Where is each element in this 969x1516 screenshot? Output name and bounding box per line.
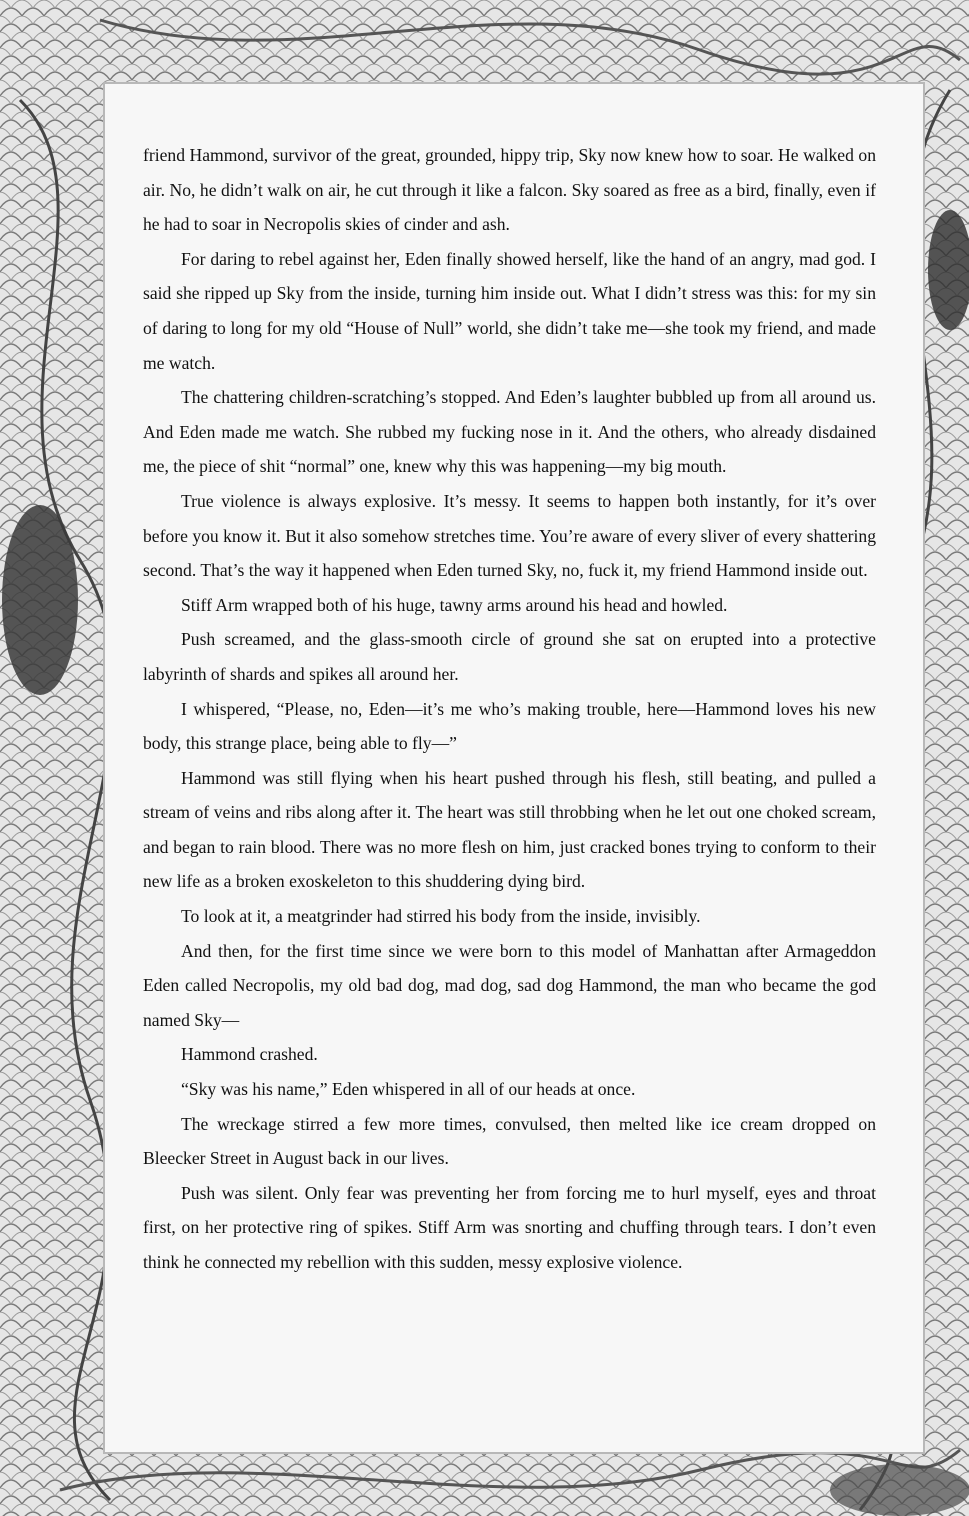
paragraph-7: I whispered, “Please, no, Eden—it’s me who’s making trouble, here—Hammond loves his new body, this strange place, being able to fly—” — [143, 698, 876, 754]
paragraph-8: Hammond was still flying when his heart pushed through his flesh, still beating, and pulled a stream of veins and ribs along after it. The heart was still throbbing when he let out one choked scream, and began to rain blood. There was no more flesh on him, just cracked bones trying to conform to their new life as a broken exoskeleton to this shuddering dying bird. — [143, 767, 876, 892]
paragraph-13: The wreckage stirred a few more times, convulsed, then melted like ice cream dropped on Bleecker Street in August back in our lives. — [143, 1113, 876, 1169]
paragraph-10: And then, for the first time since we were born to this model of Manhattan after Armageddon Eden called Necropolis, my old bad dog, mad dog, sad dog Hammond, the man who became the god named Sky— — [143, 940, 876, 1030]
paragraph-9: To look at it, a meatgrinder had stirred his body from the inside, invisibly. — [181, 906, 701, 927]
paragraph-11: Hammond crashed. — [181, 1044, 318, 1065]
paragraph-14: Push was silent. Only fear was preventing her from forcing me to hurl myself, eyes and throat first, on her protective ring of spikes. Stiff Arm was snorting and chuffing through tears. I don’t even think he connected my rebellion with this sudden, messy explosive violence. — [143, 1182, 876, 1272]
paragraph-3: The chattering children-scratching’s stopped. And Eden’s laughter bubbled up from all around us. And Eden made me watch. She rubbed my fucking nose in it. And the others, who already disdained me, the piece of shit “normal” one, knew why this was happening—my big mouth. — [143, 387, 876, 477]
paragraph-12: “Sky was his name,” Eden whispered in all of our heads at once. — [181, 1079, 636, 1100]
body-text — [143, 138, 876, 1280]
paragraph-1: friend Hammond, survivor of the great, grounded, hippy trip, Sky now knew how to soar. He walked on air. No, he didn’t walk on air, he cut through it like a falcon. Sky soared as free as a bird, finally, even if he had to soar in Necropolis skies of cinder and ash. — [143, 145, 876, 235]
paragraph-4: True violence is always explosive. It’s messy. It seems to happen both instantly, for it’s over before you know it. But it also somehow stretches time. You’re aware of every sliver of every shattering second. That’s the way it happened when Eden turned Sky, no, fuck it, my friend Hammond inside out. — [143, 490, 876, 581]
paragraph-6: Push screamed, and the glass-smooth circle of ground she sat on erupted into a protective labyrinth of shards and spikes all around her. — [143, 629, 876, 684]
paragraph-2: For daring to rebel against her, Eden finally showed herself, like the hand of an angry, mad god. I said she ripped up Sky from the inside, turning him inside out. What I didn’t stress was this: for my sin of daring to long for my old “House of Null” world, she didn’t take me—she took my friend, and made me watch. — [143, 248, 876, 373]
paragraph-5: Stiff Arm wrapped both of his huge, tawny arms around his head and howled. — [181, 594, 728, 615]
